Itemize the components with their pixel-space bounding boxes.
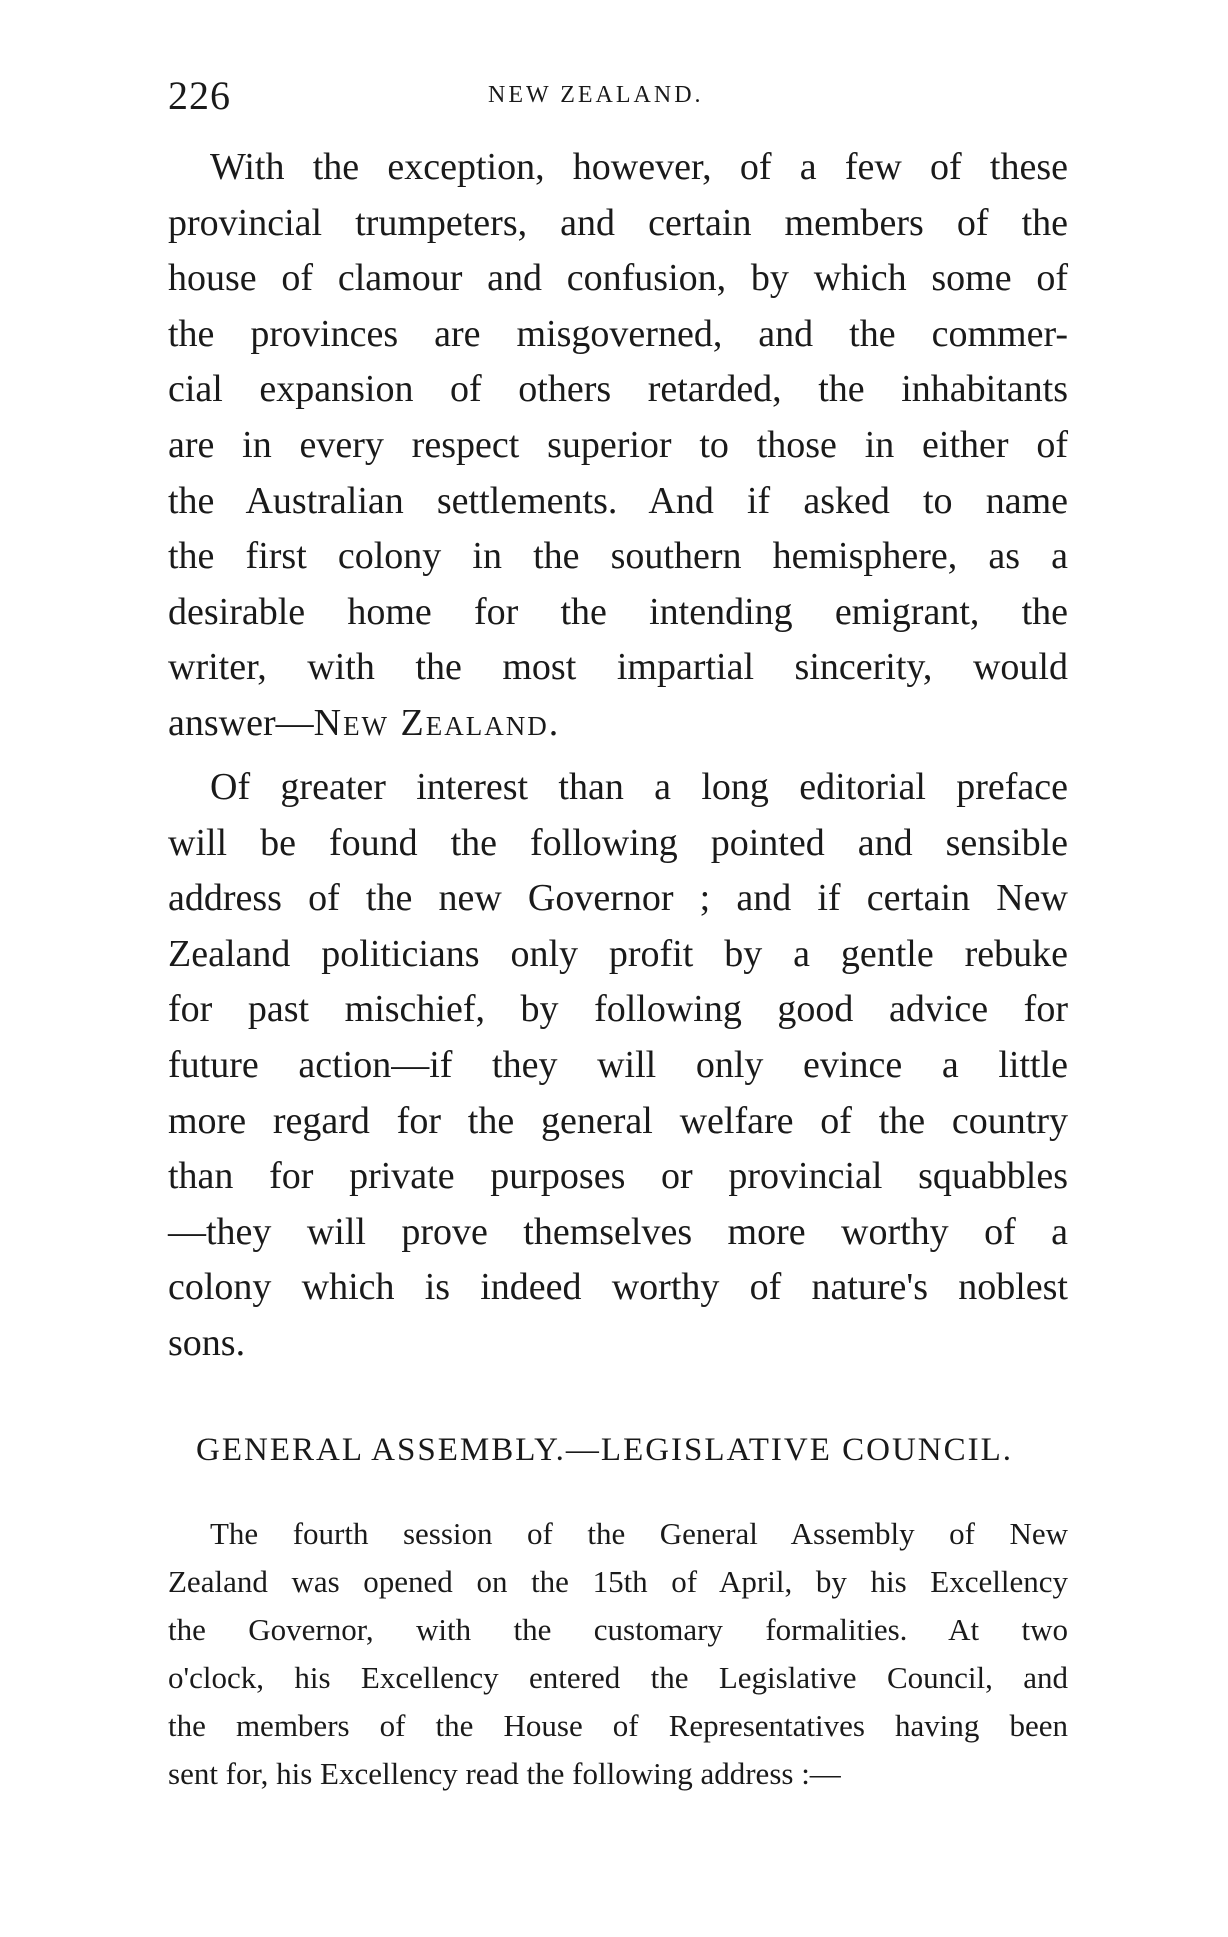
page-number: 226 (168, 73, 231, 118)
paragraph-line: house of clamour and confusion, by which some of (168, 257, 1068, 300)
new-zealand-small-caps: New Zealand. (313, 701, 561, 744)
paragraph-line: o'clock, his Excellency entered the Legislative Council, and (168, 1660, 1068, 1695)
paragraph-line: sons. (168, 1321, 246, 1364)
paragraph-2 (168, 760, 1068, 1372)
paragraph-1 (168, 140, 1068, 752)
paragraph-line: Zealand was opened on the 15th of April, by his Excellency (168, 1564, 1068, 1599)
paragraph-line: address of the new Governor ; and if certain New (168, 877, 1068, 920)
paragraph-line: cial expansion of others retarded, the inhabitants (168, 368, 1068, 411)
paragraph-line: will be found the following pointed and sensible (168, 821, 1068, 864)
paragraph-line: the Governor, with the customary formalities. At two (168, 1612, 1068, 1647)
paragraph-line: are in every respect superior to those in either of (168, 423, 1068, 466)
paragraph-line: the first colony in the southern hemisphere, as a (168, 535, 1068, 578)
paragraph-line: The fourth session of the General Assembly of New (210, 1516, 1068, 1551)
section-heading: GENERAL ASSEMBLY.—LEGISLATIVE COUNCIL. (196, 1432, 1014, 1468)
paragraph-line: than for private purposes or provincial squabbles (168, 1155, 1068, 1198)
paragraph-line: the members of the House of Representatives having been (168, 1708, 1068, 1743)
paragraph-3 (168, 1510, 1068, 1798)
paragraph-line: more regard for the general welfare of the country (168, 1099, 1068, 1142)
paragraph-line: With the exception, however, of a few of these (210, 146, 1068, 188)
paragraph-line: writer, with the most impartial sincerity, would (168, 646, 1068, 689)
running-header (168, 72, 1068, 132)
paragraph-line: the provinces are misgoverned, and the commer- (168, 312, 1068, 355)
paragraph-line: the Australian settlements. And if asked to name (168, 479, 1068, 522)
paragraph-line: for past mischief, by following good advice for (168, 988, 1068, 1031)
paragraph-line: sent for, his Excellency read the following address :— (168, 1756, 841, 1791)
paragraph-line: future action—if they will only evince a little (168, 1043, 1068, 1086)
paragraph-final-line (168, 696, 1068, 752)
running-title: NEW ZEALAND. (488, 82, 704, 108)
paragraph-line: Zealand politicians only profit by a gentle rebuke (168, 932, 1068, 975)
paragraph-line: colony which is indeed worthy of nature's noblest (168, 1266, 1068, 1309)
paragraph-line: Of greater interest than a long editorial preface (210, 766, 1068, 808)
paragraph-line: provincial trumpeters, and certain members of the (168, 201, 1068, 244)
answer-prefix: answer— (168, 701, 314, 744)
paragraph-line: desirable home for the intending emigrant, the (168, 590, 1068, 633)
paragraph-line: —they will prove themselves more worthy of a (168, 1210, 1068, 1253)
